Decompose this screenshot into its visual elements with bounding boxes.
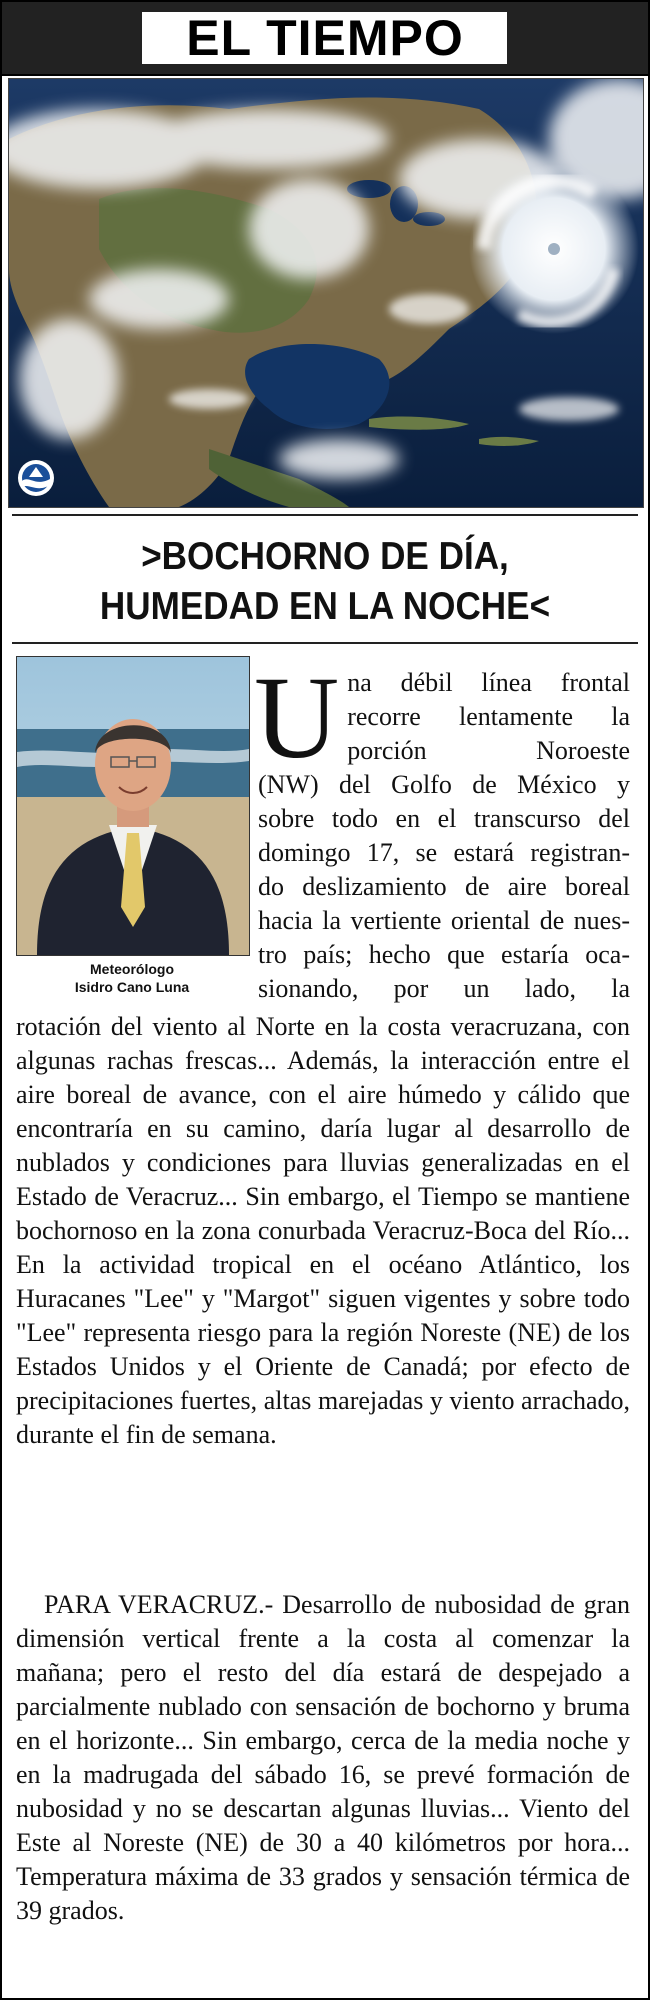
paragraph-1-line: tro país; hecho que estaría oca-: [258, 940, 630, 969]
paragraph-1-line: sionando, por un lado, la: [258, 974, 630, 1003]
headline-line-1: >BOCHORNO DE DÍA,: [141, 535, 509, 578]
headline-line-2: HUMEDAD EN LA NOCHE<: [99, 585, 551, 628]
caption-line-1: Meteorólogo: [90, 961, 174, 977]
paragraph-1-line: domingo 17, se estará registran-: [258, 838, 630, 867]
top-rule: [12, 514, 638, 516]
noaa-logo-icon: [17, 459, 55, 497]
caption-line-2: Isidro Cano Luna: [74, 979, 190, 995]
headline: [43, 532, 606, 632]
paragraph-1-line: do deslizamiento de aire boreal: [258, 872, 630, 901]
dropcap: U: [254, 652, 340, 783]
headline-rule: [12, 642, 638, 644]
paragraph-1-line: recorre lentamente la: [347, 702, 630, 731]
author-photo: [16, 656, 250, 956]
paragraph-1-line: sobre todo en el transcurso del: [258, 804, 630, 833]
masthead: [2, 2, 648, 76]
masthead-title: EL TIEMPO: [186, 10, 464, 66]
satellite-image: [8, 78, 644, 508]
article-paragraph-1-wrapped: [254, 652, 630, 1006]
paragraph-1-line: porción Noroeste: [347, 736, 630, 765]
paragraph-1-line: (NW) del Golfo de México y: [258, 770, 630, 799]
photo-caption: [16, 960, 248, 996]
article-paragraph-1-continued: rotación del viento al Norte en la costa veracruzana, con algunas rachas frescas... Además, la interacción entre el aire boreal de avance, con el aire húmedo y cálido que encontraría en su camino, daría lugar al desarrollo de nublados y condiciones para lluvias generalizadas en el Estado de Veracruz... Sin embargo, el Tiempo se mantiene bochornoso en la zona conurbada Veracruz-Boca del Río... En la actividad tropical en el océano Atlántico, los Huracanes "Lee" y "Margot" siguen vigentes y sobre todo "Lee" representa riesgo para la región Noreste (NE) de los Estados Unidos y el Oriente de Canadá; por efecto de precipitaciones fuertes, altas marejadas y viento arrachado, durante el fin de semana.: [16, 1012, 630, 1449]
paragraph-1-line: na débil línea frontal: [347, 668, 630, 697]
article-paragraph-2: PARA VERACRUZ.- Desarrollo de nubosidad de gran dimensión vertical frente a la costa al comenzar la mañana; pero el resto del día estará de despejado a parcialmente nublado con sensación de bochorno y bruma en el horizonte... Sin embargo, cerca de la media noche y en la madrugada del sábado 16, se prevé formación de nubosidad y no se descartan algunas lluvias... Viento del Este al Noreste (NE) de 30 a 40 kilómetros por hora... Temperatura máxima de 33 grados y sensación térmica de 39 grados.: [16, 1590, 630, 1925]
paragraph-1-line: hacia la vertiente oriental de nues-: [258, 906, 630, 935]
